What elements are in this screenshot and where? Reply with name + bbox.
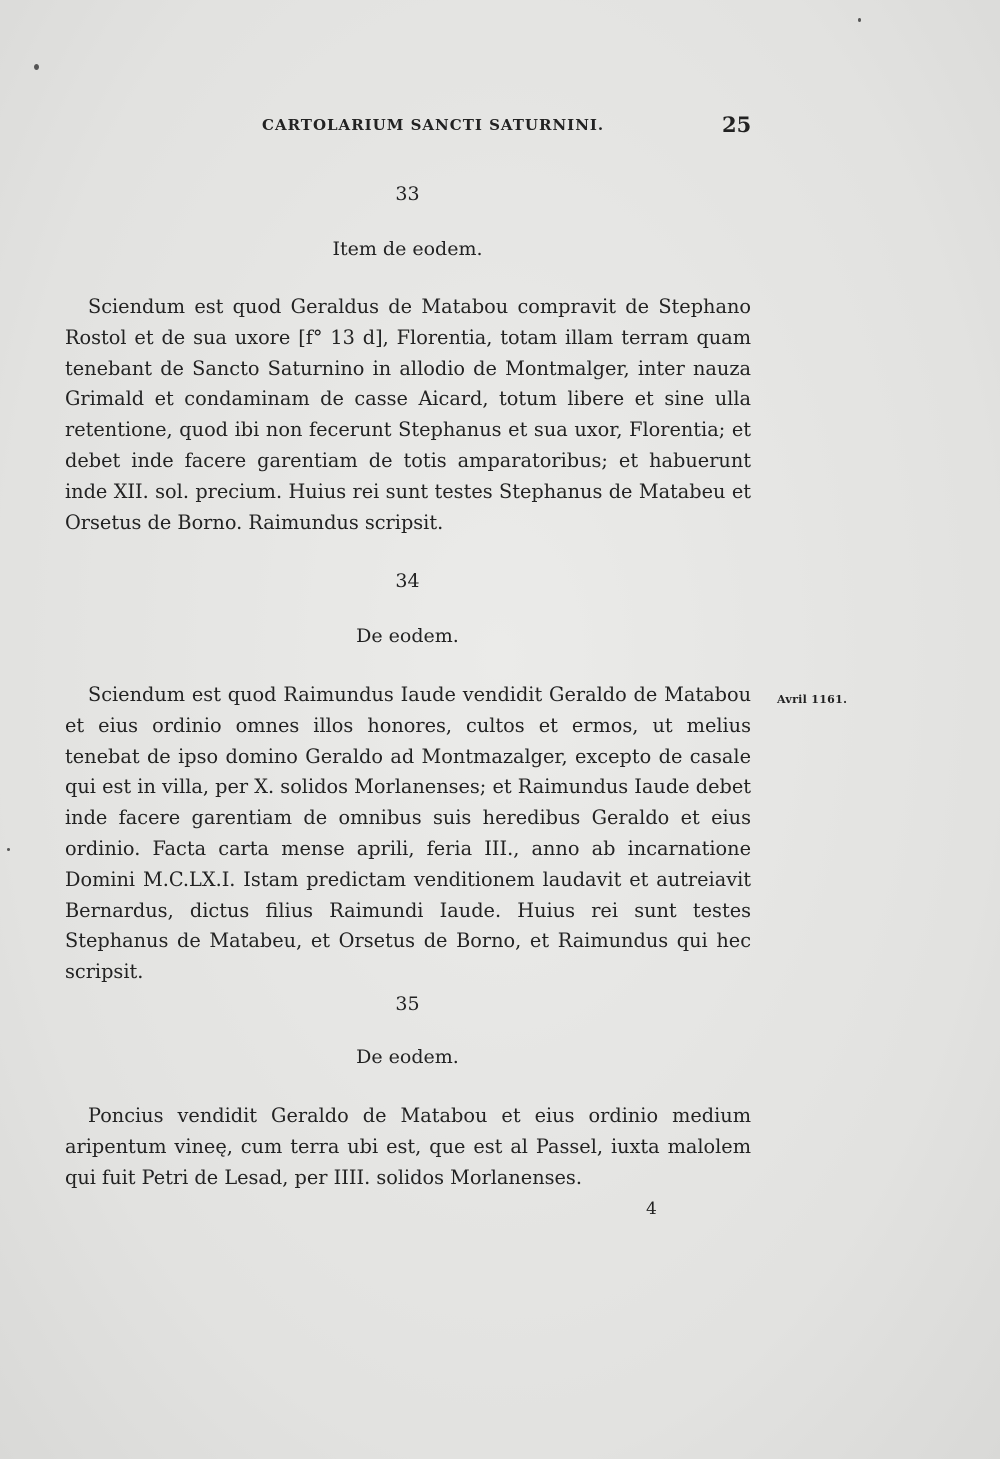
charter-number: 34 [395,570,420,592]
charter-title: De eodem. [356,1046,459,1068]
ink-speck [858,18,861,22]
charter-number: 35 [395,993,420,1015]
ink-speck [34,64,39,70]
charter-title: De eodem. [356,625,459,647]
running-head: CARTOLARIUM SANCTI SATURNINI. [262,116,605,134]
charter-text: Sciendum est quod Raimundus Iaude vendidit Geraldo de Matabou et eius ordinio omnes illos honores, cultos et ermos, ut melius tenebat de ipso domino Geraldo ad Montmazalger, excepto de casale qui est in villa, per X. solidos Morlanenses; et Raimundus Iaude debet inde facere garentiam de omnibus suis heredibus Geraldo et eius ordinio. Facta carta mense aprili, feria III., anno ab incarnatione Domini M.C.LX.I. Istam predictam venditionem laudavit et autreiavit Bernardus, dictus filius Raimundi Iaude. Huius rei sunt testes Stephanus de Matabeu, et Orsetus de Borno, et Raimundus qui hec scripsit. [65,683,751,984]
ink-speck [7,848,10,851]
charter-title: Item de eodem. [332,238,483,260]
margin-date-note: Avril 1161. [777,693,848,706]
charter-text: Sciendum est quod Geraldus de Matabou compravit de Stephano Rostol et de sua uxore [f° 13 d], Florentia, totam illam terram quam tenebant de Sancto Saturnino in allodio de Montmalger, inter nauza Grimald et condaminam de casse Aicard, totum libere et sine ulla retentione, quod ibi non fecerunt Stephanus et sua uxor, Florentia; et debet inde facere garentiam de totis amparatoribus; et habuerunt inde XII. sol. precium. Huius rei sunt testes Stephanus de Matabeu et Orsetus de Borno. Raimundus scripsit. [65,295,751,534]
signature-mark: 4 [646,1199,657,1219]
page-number: 25 [722,112,752,137]
charter-number: 33 [395,183,420,205]
charter-text: Poncius vendidit Geraldo de Matabou et eius ordinio medium aripentum vineę, cum terra ubi est, que est al Passel, iuxta malolem qui fuit Petri de Lesad, per IIII. solidos Morlanenses. [65,1104,751,1189]
